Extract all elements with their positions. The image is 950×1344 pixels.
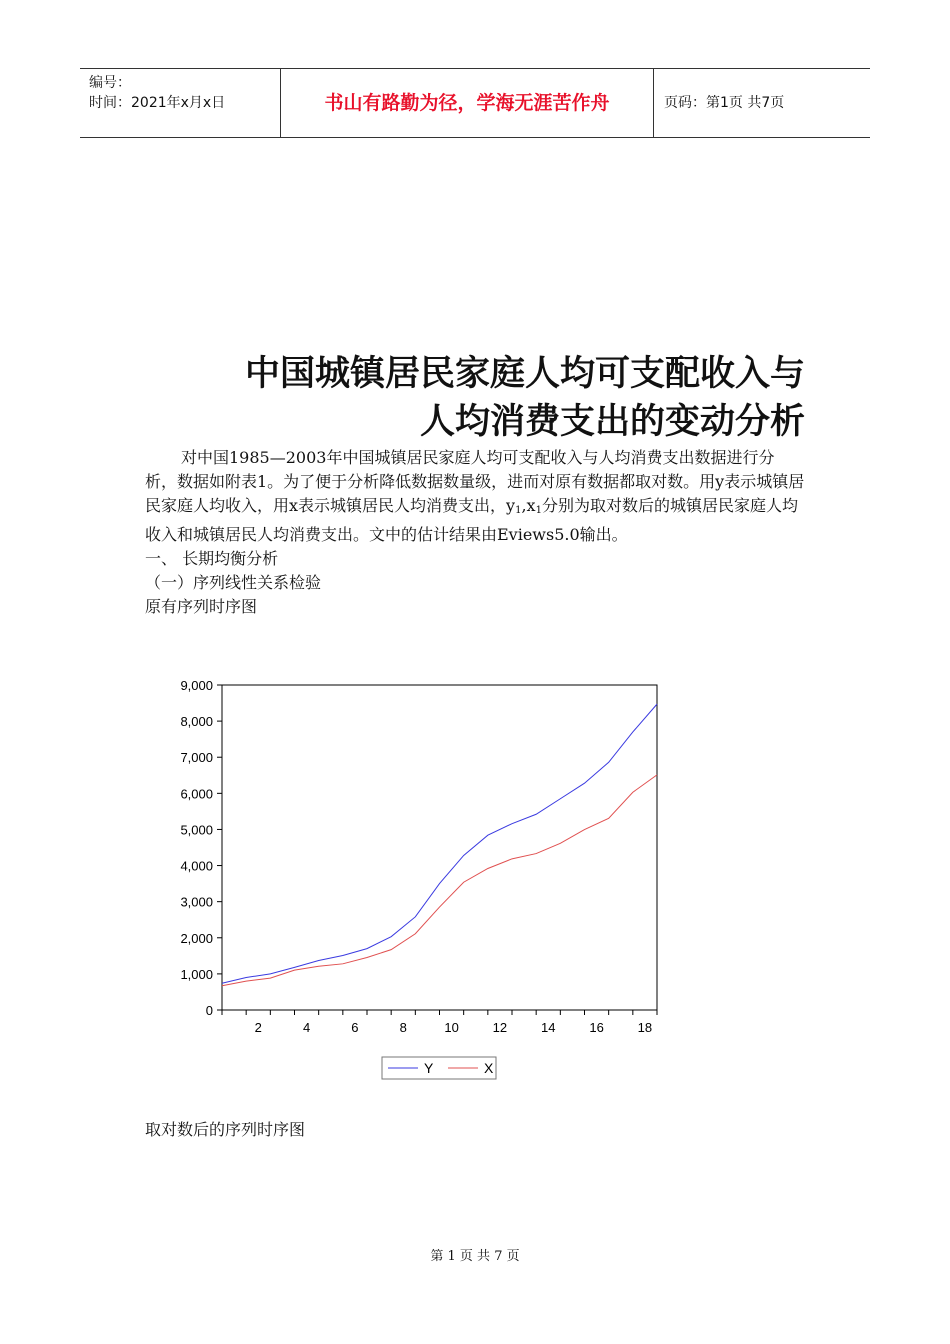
page-footer: 第 1 页 共 7 页 <box>430 1249 520 1264</box>
plot-frame <box>222 685 657 1010</box>
header-page-label: 页码：第1页 共7页 <box>664 95 785 111</box>
section-heading: 一、 长期均衡分析 <box>145 549 279 568</box>
series-line-x <box>222 775 657 986</box>
header-slogan: 书山有路勤为径，学海无涯苦作舟 <box>281 69 654 137</box>
x-tick-label: 6 <box>351 1020 359 1035</box>
y-tick-label: 2,000 <box>180 930 213 946</box>
intro-text-1: 对中国1985—2003年中国城镇居民家庭人均可支配收入与人均消费支出数据进行分析，数据如附表1。为了便于分析降低数据数量级，进而对原有数据都取对数。用y表示城镇居民家庭人均收入，用x表示城镇居民人均消费支出， <box>145 448 805 515</box>
chart-caption-2: 取对数后的序列时序图 <box>145 1120 306 1139</box>
time-label: 时间：2021年x月x日 <box>89 95 226 111</box>
x1-symbol: $x_1$ <box>526 496 542 516</box>
intro-text-2: 分别为取对数后的城镇居民家庭人均收入和城镇居民人均消费支出。文中的估计结果由Eviews5.0输出。 <box>145 496 798 544</box>
time-series-chart <box>160 670 680 1090</box>
series-line-y <box>222 704 657 983</box>
x-tick-label: 18 <box>637 1020 653 1035</box>
y-tick-label: 9,000 <box>180 678 213 693</box>
y-tick-label: 3,000 <box>180 894 213 910</box>
y-tick-label: 0 <box>205 1003 213 1018</box>
x-tick-label: 10 <box>444 1020 459 1035</box>
x-tick-label: 12 <box>492 1020 508 1035</box>
comma: , <box>521 496 527 515</box>
x-tick-label: 16 <box>589 1020 604 1035</box>
y-tick-label: 8,000 <box>180 714 213 730</box>
y-tick-label: 6,000 <box>180 786 213 802</box>
x-tick-label: 2 <box>254 1020 262 1035</box>
body-text <box>145 446 805 619</box>
document-title-line1: 中国城镇居民家庭人均可支配收入与 <box>244 354 805 394</box>
page-header <box>80 68 870 138</box>
intro-paragraph <box>145 446 805 547</box>
header-meta <box>80 69 281 137</box>
subsection-heading: （一）序列线性关系检验 <box>145 573 322 592</box>
x-tick-label: 4 <box>302 1020 311 1035</box>
number-label: 编号： <box>89 75 131 91</box>
chart-caption-1: 原有序列时序图 <box>145 597 258 616</box>
x-tick-label: 14 <box>541 1020 556 1035</box>
x-tick-label: 8 <box>399 1020 407 1035</box>
y-tick-label: 1,000 <box>180 966 213 982</box>
y1-symbol: $y_1$ <box>506 496 522 516</box>
y-tick-label: 7,000 <box>180 750 213 766</box>
legend-label-y: Y <box>424 1060 434 1076</box>
document-title-line2: 人均消费支出的变动分析 <box>419 402 805 442</box>
y-tick-label: 4,000 <box>180 858 213 874</box>
y-tick-label: 5,000 <box>180 822 213 838</box>
legend-label-x: X <box>484 1060 494 1076</box>
